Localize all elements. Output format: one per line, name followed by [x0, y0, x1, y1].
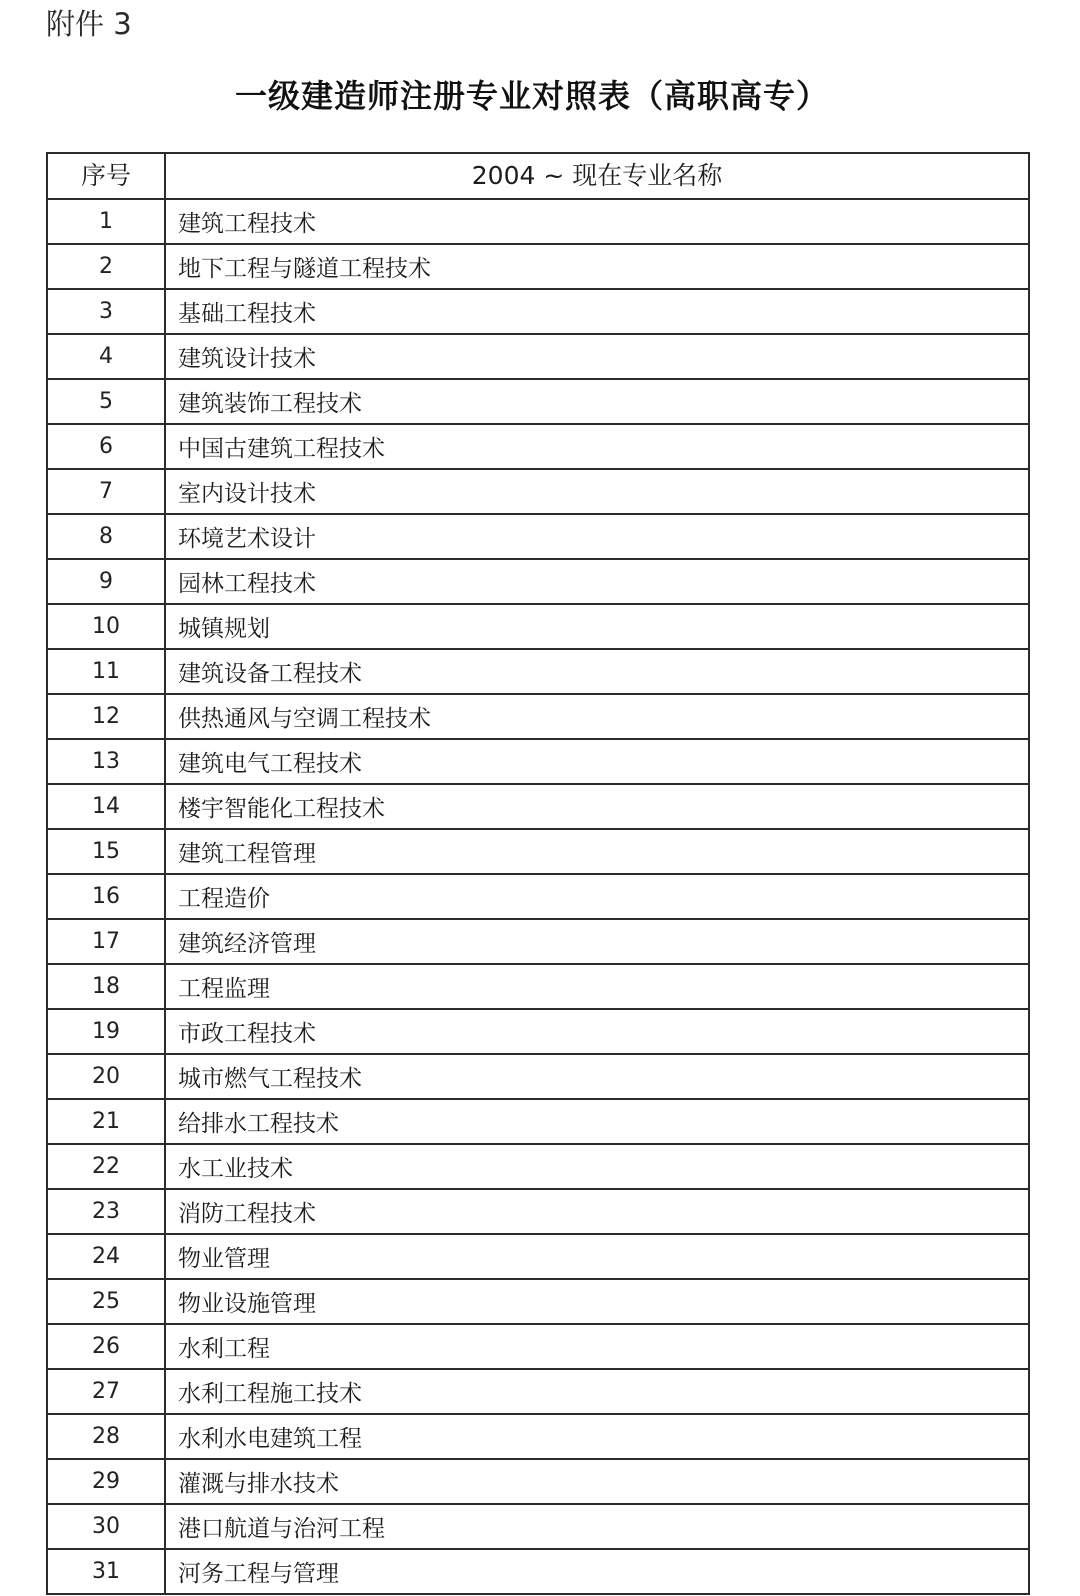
table-row: [48, 830, 1030, 875]
row-index-cell: 6: [48, 425, 166, 470]
row-major-name-cell: 物业管理: [166, 1235, 1030, 1280]
table-row: [48, 515, 1030, 560]
row-major-name-cell: 基础工程技术: [166, 290, 1030, 335]
row-major-name-cell: 建筑工程管理: [166, 830, 1030, 875]
row-index-cell: 24: [48, 1235, 166, 1280]
table-row: [48, 875, 1030, 920]
row-index-cell: 13: [48, 740, 166, 785]
row-major-name-cell: 物业设施管理: [166, 1280, 1030, 1325]
row-index-cell: 16: [48, 875, 166, 920]
row-major-name-cell: 河务工程与管理: [166, 1550, 1030, 1595]
table-body: [48, 200, 1030, 1595]
table-row: [48, 1055, 1030, 1100]
table-row: [48, 290, 1030, 335]
row-major-name-cell: 楼宇智能化工程技术: [166, 785, 1030, 830]
row-index-cell: 26: [48, 1325, 166, 1370]
attachment-label: 附件 3: [46, 7, 132, 41]
page-title: 一级建造师注册专业对照表（高职高专）: [234, 77, 829, 115]
row-index-cell: 22: [48, 1145, 166, 1190]
row-index-cell: 18: [48, 965, 166, 1010]
row-major-name-cell: 室内设计技术: [166, 470, 1030, 515]
header-cell-major-name: 2004 ~ 现在专业名称: [166, 154, 1030, 200]
table-row: [48, 1145, 1030, 1190]
row-index-cell: 19: [48, 1010, 166, 1055]
header-cell-index: 序号: [48, 154, 166, 200]
row-major-name-cell: 城镇规划: [166, 605, 1030, 650]
row-major-name-cell: 水工业技术: [166, 1145, 1030, 1190]
table-row: [48, 425, 1030, 470]
row-index-cell: 3: [48, 290, 166, 335]
row-index-cell: 11: [48, 650, 166, 695]
row-major-name-cell: 给排水工程技术: [166, 1100, 1030, 1145]
row-major-name-cell: 园林工程技术: [166, 560, 1030, 605]
row-index-cell: 4: [48, 335, 166, 380]
row-major-name-cell: 建筑设备工程技术: [166, 650, 1030, 695]
table-row: [48, 1280, 1030, 1325]
row-index-cell: 17: [48, 920, 166, 965]
row-major-name-cell: 水利工程: [166, 1325, 1030, 1370]
row-major-name-cell: 市政工程技术: [166, 1010, 1030, 1055]
row-index-cell: 25: [48, 1280, 166, 1325]
table-row: [48, 1190, 1030, 1235]
table-row: [48, 1010, 1030, 1055]
row-major-name-cell: 水利工程施工技术: [166, 1370, 1030, 1415]
row-index-cell: 7: [48, 470, 166, 515]
row-index-cell: 1: [48, 200, 166, 245]
row-index-cell: 5: [48, 380, 166, 425]
row-major-name-cell: 消防工程技术: [166, 1190, 1030, 1235]
row-index-cell: 9: [48, 560, 166, 605]
row-major-name-cell: 建筑电气工程技术: [166, 740, 1030, 785]
table-row: [48, 380, 1030, 425]
row-major-name-cell: 建筑装饰工程技术: [166, 380, 1030, 425]
row-index-cell: 29: [48, 1460, 166, 1505]
row-major-name-cell: 城市燃气工程技术: [166, 1055, 1030, 1100]
row-index-cell: 31: [48, 1550, 166, 1595]
row-major-name-cell: 供热通风与空调工程技术: [166, 695, 1030, 740]
row-major-name-cell: 灌溉与排水技术: [166, 1460, 1030, 1505]
table-row: [48, 695, 1030, 740]
row-major-name-cell: 环境艺术设计: [166, 515, 1030, 560]
table-row: [48, 335, 1030, 380]
row-index-cell: 23: [48, 1190, 166, 1235]
table-row: [48, 1325, 1030, 1370]
row-index-cell: 8: [48, 515, 166, 560]
row-major-name-cell: 工程监理: [166, 965, 1030, 1010]
table-row: [48, 605, 1030, 650]
row-major-name-cell: 建筑设计技术: [166, 335, 1030, 380]
row-major-name-cell: 港口航道与治河工程: [166, 1505, 1030, 1550]
table-row: [48, 740, 1030, 785]
table-row: [48, 1505, 1030, 1550]
table-row: [48, 560, 1030, 605]
table-row: [48, 965, 1030, 1010]
table-row: [48, 920, 1030, 965]
row-major-name-cell: 工程造价: [166, 875, 1030, 920]
table-row: [48, 1235, 1030, 1280]
table-row: [48, 785, 1030, 830]
table-row: [48, 1370, 1030, 1415]
row-index-cell: 2: [48, 245, 166, 290]
table-row: [48, 470, 1030, 515]
row-index-cell: 27: [48, 1370, 166, 1415]
table-row: [48, 245, 1030, 290]
row-index-cell: 28: [48, 1415, 166, 1460]
row-major-name-cell: 中国古建筑工程技术: [166, 425, 1030, 470]
row-major-name-cell: 地下工程与隧道工程技术: [166, 245, 1030, 290]
table-row: [48, 200, 1030, 245]
row-index-cell: 10: [48, 605, 166, 650]
table-row: [48, 1460, 1030, 1505]
row-major-name-cell: 建筑工程技术: [166, 200, 1030, 245]
table-row: [48, 650, 1030, 695]
row-index-cell: 30: [48, 1505, 166, 1550]
comparison-table: [46, 152, 1030, 1595]
table-row: [48, 1550, 1030, 1595]
table-row: [48, 1100, 1030, 1145]
table-row: [48, 1415, 1030, 1460]
row-index-cell: 15: [48, 830, 166, 875]
table-header-row: [48, 154, 1030, 200]
row-index-cell: 21: [48, 1100, 166, 1145]
row-major-name-cell: 建筑经济管理: [166, 920, 1030, 965]
row-index-cell: 12: [48, 695, 166, 740]
row-index-cell: 14: [48, 785, 166, 830]
row-index-cell: 20: [48, 1055, 166, 1100]
row-major-name-cell: 水利水电建筑工程: [166, 1415, 1030, 1460]
